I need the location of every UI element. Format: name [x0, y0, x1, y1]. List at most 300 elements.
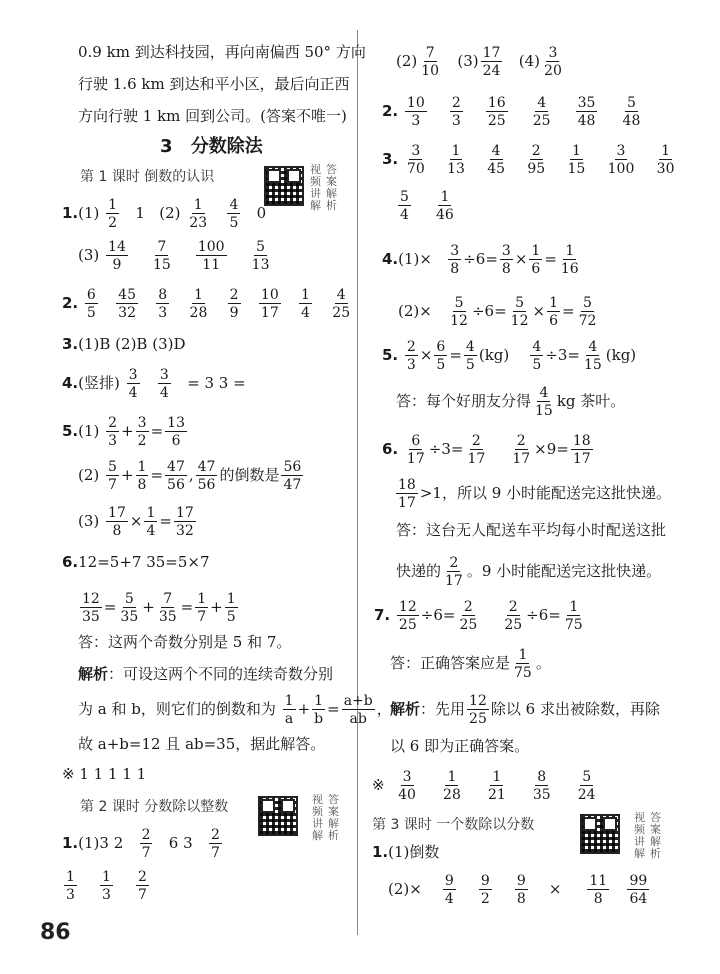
fraction: [106, 416, 119, 448]
l-q5-row3: (3) $\frac{17}{8}$ × $\frac{1}{4}$ = $\frac{17}{32}$: [78, 505, 194, 539]
numerator: 3: [616, 143, 626, 159]
fraction: [559, 244, 581, 276]
intro-line-1: 0.9 km 到达科技园，再向南偏西 50° 方向: [78, 43, 366, 61]
fraction: [118, 592, 140, 624]
fraction: [525, 144, 547, 176]
numerator: 2: [138, 869, 147, 885]
r-q7-row: 7. $\frac{12}{25}$ ÷6= $\frac{2}{25}$ $\frac{2}{25}$ ÷6= $\frac{1}{75}$: [374, 599, 583, 633]
numerator: 1: [531, 243, 541, 259]
denominator: 3: [451, 113, 461, 129]
r-star-row: ※ $\frac{3}{40}$ $\frac{1}{28}$ $\frac{1}{21}$ $\frac{8}{35}$ $\frac{5}{24}$: [372, 769, 596, 803]
prefix: (竖排): [78, 374, 120, 392]
denominator: 48: [577, 113, 596, 129]
part-tag: (1): [78, 422, 100, 440]
fraction: [196, 460, 218, 492]
fraction: [312, 694, 325, 726]
fraction: [529, 244, 542, 276]
column-divider: [357, 30, 358, 935]
numerator: 5: [124, 591, 134, 607]
denominator: 24: [482, 63, 501, 79]
fraction: [465, 434, 487, 466]
numerator: 1: [108, 197, 118, 213]
question-number: 4.: [62, 374, 79, 392]
fraction: [587, 874, 609, 906]
fraction: [563, 600, 585, 632]
denominator: a: [284, 711, 294, 727]
numerator: 99: [629, 873, 648, 889]
l-q6-explain-2: 为 a 和 b，则它们的倒数和为 $\frac{1}{a}$ + $\frac{1}{b}$ = $\frac{a+b}{ab}$ ，: [78, 693, 392, 727]
equation: = 3 3 =: [187, 374, 246, 392]
denominator: 7: [210, 845, 220, 861]
numerator: 6: [436, 339, 446, 355]
fraction: [467, 694, 489, 726]
numerator: 2: [508, 599, 518, 615]
denominator: 4: [301, 305, 310, 321]
question-number: 5.: [382, 346, 399, 364]
numerator: 5: [400, 189, 409, 205]
fraction: [64, 870, 77, 902]
denominator: 7: [141, 845, 151, 861]
denominator: 17: [406, 451, 425, 467]
fraction: [330, 288, 352, 320]
numerator: 1: [193, 287, 203, 303]
numerator: 4: [539, 385, 549, 401]
numerator: 7: [163, 591, 173, 607]
value: 0: [256, 204, 267, 222]
l-q5-row2: (2) $\frac{5}{7}$ + $\frac{1}{8}$ = $\frac{47}{56}$ , $\frac{47}{56}$ 的倒数是 $\frac{56}{47}$: [78, 459, 302, 493]
fraction: [621, 96, 643, 128]
numerator: 2: [451, 95, 461, 111]
intro-line-2: 行驶 1.6 km 到达和平小区，最后向正西: [78, 75, 350, 93]
r-q5-row: 5. $\frac{2}{3}$ × $\frac{6}{5}$ = $\frac{4}{5}$ (kg) $\frac{4}{5}$ ÷3= $\frac{4}{15}$ (kg): [382, 339, 637, 373]
denominator: 3: [406, 357, 416, 373]
denominator: 15: [567, 161, 586, 177]
r-q6-answer-2: 快递的 $\frac{2}{17}$ 。9 小时能配送完这批快递。: [396, 555, 662, 589]
numerator: 1: [226, 591, 236, 607]
r-q6-row1: 6. $\frac{6}{17}$ ÷3= $\frac{2}{17}$ $\frac{2}{17}$ ×9= $\frac{18}{17}$: [382, 433, 591, 467]
denominator: 95: [527, 161, 546, 177]
denominator: 17: [445, 573, 463, 589]
fraction: [85, 288, 98, 320]
denominator: 5: [229, 215, 239, 231]
l-star-row: ※ 1 1 1 1 1: [62, 765, 147, 783]
numerator: 2: [229, 287, 239, 303]
denominator: 75: [514, 665, 532, 681]
denominator: 2: [480, 891, 490, 907]
denominator: 56: [167, 477, 185, 493]
numerator: 9: [480, 873, 490, 889]
denominator: 8: [112, 523, 122, 539]
fraction: [228, 288, 241, 320]
numerator: 3: [501, 243, 511, 259]
denominator: 17: [572, 451, 591, 467]
numerator: 2: [141, 827, 151, 843]
explain-label: 解析: [390, 700, 421, 718]
numerator: 1: [301, 287, 310, 303]
r-q4-row2: (2)× $\frac{5}{12}$ ÷6= $\frac{5}{12}$ × $\frac{1}{6}$ = $\frac{5}{72}$: [398, 295, 597, 329]
denominator: 8: [501, 261, 511, 277]
numerator: 12: [82, 591, 100, 607]
numerator: 3: [159, 367, 169, 383]
fraction: [655, 144, 677, 176]
denominator: ab: [349, 711, 367, 727]
numerator: 47: [197, 459, 216, 475]
denominator: 17: [512, 451, 531, 467]
denominator: 5: [86, 305, 96, 321]
fraction: [106, 240, 128, 272]
r-q5-answer: 答：每个好朋友分得 $\frac{4}{15}$ kg 茶叶。: [396, 385, 626, 419]
fraction: [136, 870, 149, 902]
numerator: 3: [450, 243, 460, 259]
fraction: [227, 198, 240, 230]
question-number: 6.: [62, 553, 79, 571]
numerator: 1: [197, 591, 207, 607]
numerator: 1: [146, 505, 156, 521]
section-title: 分数除法: [190, 136, 263, 157]
answer-label: 答案解析: [326, 163, 337, 212]
denominator: 3: [411, 113, 421, 129]
denominator: 7: [197, 609, 207, 625]
denominator: 13: [251, 257, 270, 273]
numerator: 1: [447, 769, 457, 785]
denominator: 12: [450, 313, 468, 329]
video-label: 视频讲解: [634, 811, 645, 860]
fraction: [502, 600, 524, 632]
numerator: 8: [537, 769, 547, 785]
numerator: 3: [137, 415, 147, 431]
numerator: 14: [108, 239, 126, 255]
fraction: [405, 434, 427, 466]
qr-code-icon[interactable]: [258, 796, 298, 836]
fraction: [510, 434, 532, 466]
numerator: 2: [406, 339, 416, 355]
denominator: 4: [444, 891, 454, 907]
denominator: 75: [564, 617, 583, 633]
denominator: 4: [159, 385, 169, 401]
denominator: 35: [82, 609, 100, 625]
fraction: [281, 460, 303, 492]
denominator: 7: [108, 477, 117, 493]
numerator: 5: [256, 239, 266, 255]
numerator: 18: [398, 477, 416, 493]
part-tag: (2): [78, 466, 100, 484]
denominator: 4: [128, 385, 138, 401]
r-q7-explain-2: 以 6 即为正确答案。: [390, 737, 530, 755]
question-number: 6.: [382, 440, 399, 458]
value: 1: [135, 204, 145, 222]
fraction: [533, 386, 555, 418]
denominator: 9: [112, 257, 122, 273]
numerator: 6: [86, 287, 96, 303]
fraction: [195, 592, 208, 624]
fraction: [448, 296, 470, 328]
numerator: 5: [108, 459, 117, 475]
numerator: 5: [627, 95, 636, 111]
numerator: 1: [518, 647, 528, 663]
fraction: [140, 828, 153, 860]
numerator: 9: [444, 873, 454, 889]
page-number: 86: [40, 920, 71, 945]
denominator: 6: [531, 261, 541, 277]
fraction: [106, 506, 128, 538]
denominator: 8: [516, 891, 526, 907]
numerator: 5: [515, 295, 525, 311]
question-number: 2.: [382, 102, 399, 120]
denominator: 6: [171, 433, 181, 449]
fraction: [479, 874, 492, 906]
denominator: 5: [226, 609, 236, 625]
fraction: [158, 368, 171, 400]
fraction: [509, 296, 531, 328]
r-q3-row1: [382, 144, 679, 176]
fraction: [500, 244, 513, 276]
fraction: [531, 96, 553, 128]
numerator: 6: [411, 433, 421, 449]
fraction: [165, 416, 187, 448]
numerator: 35: [577, 95, 596, 111]
denominator: 56: [197, 477, 216, 493]
denominator: 32: [118, 305, 136, 321]
part-tag: (2): [159, 204, 181, 222]
fraction: [547, 296, 560, 328]
r-row-0: (2) $\frac{7}{10}$ (3) $\frac{17}{24}$ (4) $\frac{3}{20}$: [396, 45, 562, 79]
numerator: 2: [471, 433, 481, 449]
fraction: [398, 190, 411, 222]
l-q5-row1: 5.(1) $\frac{2}{3}$ + $\frac{3}{2}$ = $\frac{13}{6}$: [62, 415, 185, 449]
denominator: 35: [120, 609, 139, 625]
numerator: 47: [167, 459, 185, 475]
denominator: 48: [622, 113, 641, 129]
l-q1-row2: [78, 240, 273, 272]
numerator: 100: [197, 239, 225, 255]
fraction: [582, 340, 604, 372]
denominator: 25: [532, 113, 551, 129]
denominator: 3: [158, 305, 168, 321]
denominator: 5: [465, 357, 475, 373]
fraction: [530, 340, 543, 372]
numerator: 1: [440, 189, 450, 205]
fraction: [576, 770, 598, 802]
l-q6-answer: 答：这两个奇数分别是 5 和 7。: [78, 633, 292, 651]
denominator: 20: [544, 63, 562, 79]
fraction: [450, 96, 463, 128]
numerator: 1: [102, 869, 111, 885]
numerator: 4: [588, 339, 598, 355]
denominator: 7: [138, 887, 147, 903]
r-q6-answer-1: 答：这台无人配送车平均每小时配送这批: [396, 521, 667, 539]
l-q3-row: [62, 334, 186, 354]
denominator: 30: [656, 161, 675, 177]
numerator: 45: [118, 287, 136, 303]
l-q1-row1: [62, 198, 266, 230]
fraction: [188, 288, 210, 320]
denominator: 13: [447, 161, 465, 177]
denominator: 3: [66, 887, 75, 903]
fraction: [165, 460, 187, 492]
fraction: [576, 96, 598, 128]
denominator: 2: [108, 215, 118, 231]
fraction: [627, 874, 649, 906]
denominator: 28: [443, 787, 461, 803]
lesson-2-heading: 第 2 课时 分数除以整数: [80, 799, 229, 815]
numerator: 2: [516, 433, 526, 449]
numerator: 1: [492, 769, 502, 785]
denominator: 70: [406, 161, 425, 177]
qr-code-icon[interactable]: [264, 166, 304, 206]
numerator: 2: [108, 415, 118, 431]
question-number: 1.: [372, 843, 389, 861]
denominator: 64: [629, 891, 648, 907]
l2-q1-row1: 1.(1)3 2 $\frac{2}{7}$ 6 3 $\frac{2}{7}$: [62, 827, 220, 861]
text: 的倒数是: [219, 466, 280, 484]
l3-q2-row: (2)× $\frac{9}{4}$ $\frac{9}{2}$ $\frac{9}{8}$ × $\frac{11}{8}$ $\frac{99}{64}$: [388, 873, 648, 907]
numerator: 4: [491, 143, 501, 159]
fraction: [419, 46, 441, 78]
answer-text: (1)B (2)B (3)D: [78, 335, 186, 353]
qr-code-icon[interactable]: [580, 814, 620, 854]
denominator: 23: [189, 215, 208, 231]
fraction: [445, 144, 467, 176]
l-q4-row: [62, 368, 246, 400]
question-number: 3.: [382, 150, 399, 168]
numerator: 7: [157, 239, 167, 255]
question-number: 3.: [62, 335, 79, 353]
fraction: [486, 96, 508, 128]
fraction: [127, 368, 140, 400]
l-q6-explain-1: 解析：可设这两个不同的连续奇数分别: [78, 665, 334, 683]
denominator: 25: [459, 617, 478, 633]
question-number: 7.: [374, 606, 391, 624]
numerator: 4: [537, 95, 547, 111]
r-q3-row2: [396, 190, 458, 222]
fraction: [299, 288, 312, 320]
denominator: 6: [549, 313, 558, 329]
denominator: 100: [607, 161, 635, 177]
denominator: 40: [398, 787, 416, 803]
answer-label: 答案解析: [328, 793, 339, 842]
denominator: 12: [510, 313, 529, 329]
numerator: 10: [406, 95, 425, 111]
fraction: [156, 288, 169, 320]
denominator: 35: [532, 787, 551, 803]
numerator: 5: [583, 295, 592, 311]
numerator: 2: [531, 143, 541, 159]
denominator: 25: [332, 305, 351, 321]
fraction: [136, 460, 149, 492]
numerator: 8: [158, 287, 168, 303]
denominator: 25: [469, 711, 487, 727]
numerator: 17: [108, 505, 126, 521]
fraction: [542, 46, 564, 78]
numerator: 1: [571, 143, 581, 159]
denominator: 72: [578, 313, 597, 329]
question-number: 5.: [62, 422, 79, 440]
numerator: 2: [463, 599, 473, 615]
denominator: 28: [189, 305, 208, 321]
part-tag: (3): [78, 246, 100, 264]
question-number: 2.: [62, 294, 79, 312]
denominator: b: [314, 711, 324, 727]
equation: 12=5+7 35=5×7: [78, 553, 210, 571]
denominator: 2: [137, 433, 147, 449]
denominator: 17: [260, 305, 279, 321]
denominator: 15: [535, 403, 553, 419]
fraction: [144, 506, 157, 538]
fraction: [486, 770, 508, 802]
numerator: 18: [572, 433, 591, 449]
fraction: [515, 874, 528, 906]
denominator: 8: [593, 891, 603, 907]
fraction: [116, 288, 138, 320]
numerator: 17: [175, 505, 194, 521]
numerator: 12: [469, 693, 487, 709]
numerator: 9: [516, 873, 526, 889]
numerator: 1: [661, 143, 671, 159]
fraction: [606, 144, 637, 176]
denominator: 8: [137, 477, 147, 493]
answer-label: 答案解析: [650, 811, 661, 860]
r-q2-row: [382, 96, 644, 128]
fraction: [342, 694, 375, 726]
fraction: [106, 198, 119, 230]
fraction: [187, 198, 209, 230]
denominator: 5: [436, 357, 446, 373]
l3-q1-row: 1.(1)倒数: [372, 843, 440, 861]
question-number: 4.: [382, 250, 399, 268]
fraction: [457, 600, 479, 632]
fraction: [405, 96, 427, 128]
r-q6-row2: $\frac{18}{17}$ >1，所以 9 小时能配送完这批快递。: [398, 477, 672, 511]
section-number: 3: [160, 136, 173, 157]
denominator: 11: [202, 257, 221, 273]
fraction: [448, 244, 461, 276]
numerator: 4: [465, 339, 475, 355]
fraction: [396, 770, 418, 802]
numerator: 56: [283, 459, 302, 475]
denominator: 46: [436, 207, 454, 223]
denominator: 3: [102, 887, 111, 903]
denominator: 21: [487, 787, 506, 803]
lesson-3-heading: 第 3 课时 一个数除以分数: [372, 817, 535, 833]
l-q6-fractions: $\frac{12}{35}$ = $\frac{5}{35}$ + $\frac{7}{35}$ = $\frac{1}{7}$ + $\frac{1}{5}$: [82, 591, 236, 625]
fraction: [434, 190, 456, 222]
denominator: 5: [532, 357, 542, 373]
fraction: [443, 874, 456, 906]
fraction: [405, 340, 418, 372]
fraction: [512, 648, 534, 680]
denominator: 45: [487, 161, 506, 177]
numerator: 1: [565, 243, 575, 259]
numerator: 11: [589, 873, 608, 889]
numerator: 1: [66, 869, 75, 885]
explain-label: 解析: [78, 665, 109, 683]
numerator: 16: [487, 95, 506, 111]
fraction: [434, 340, 447, 372]
denominator: 35: [158, 609, 177, 625]
fraction: [577, 296, 599, 328]
fraction: [250, 240, 272, 272]
numerator: 3: [402, 769, 412, 785]
section-heading: [160, 132, 263, 158]
numerator: 4: [336, 287, 346, 303]
numerator: 10: [260, 287, 279, 303]
l-q6-explain-3: 故 a+b=12 且 ab=35，据此解答。: [78, 735, 326, 753]
l-q6-line: [62, 552, 210, 572]
fraction: [283, 694, 296, 726]
fraction: [441, 770, 463, 802]
fraction: [565, 144, 587, 176]
fraction: [157, 592, 179, 624]
